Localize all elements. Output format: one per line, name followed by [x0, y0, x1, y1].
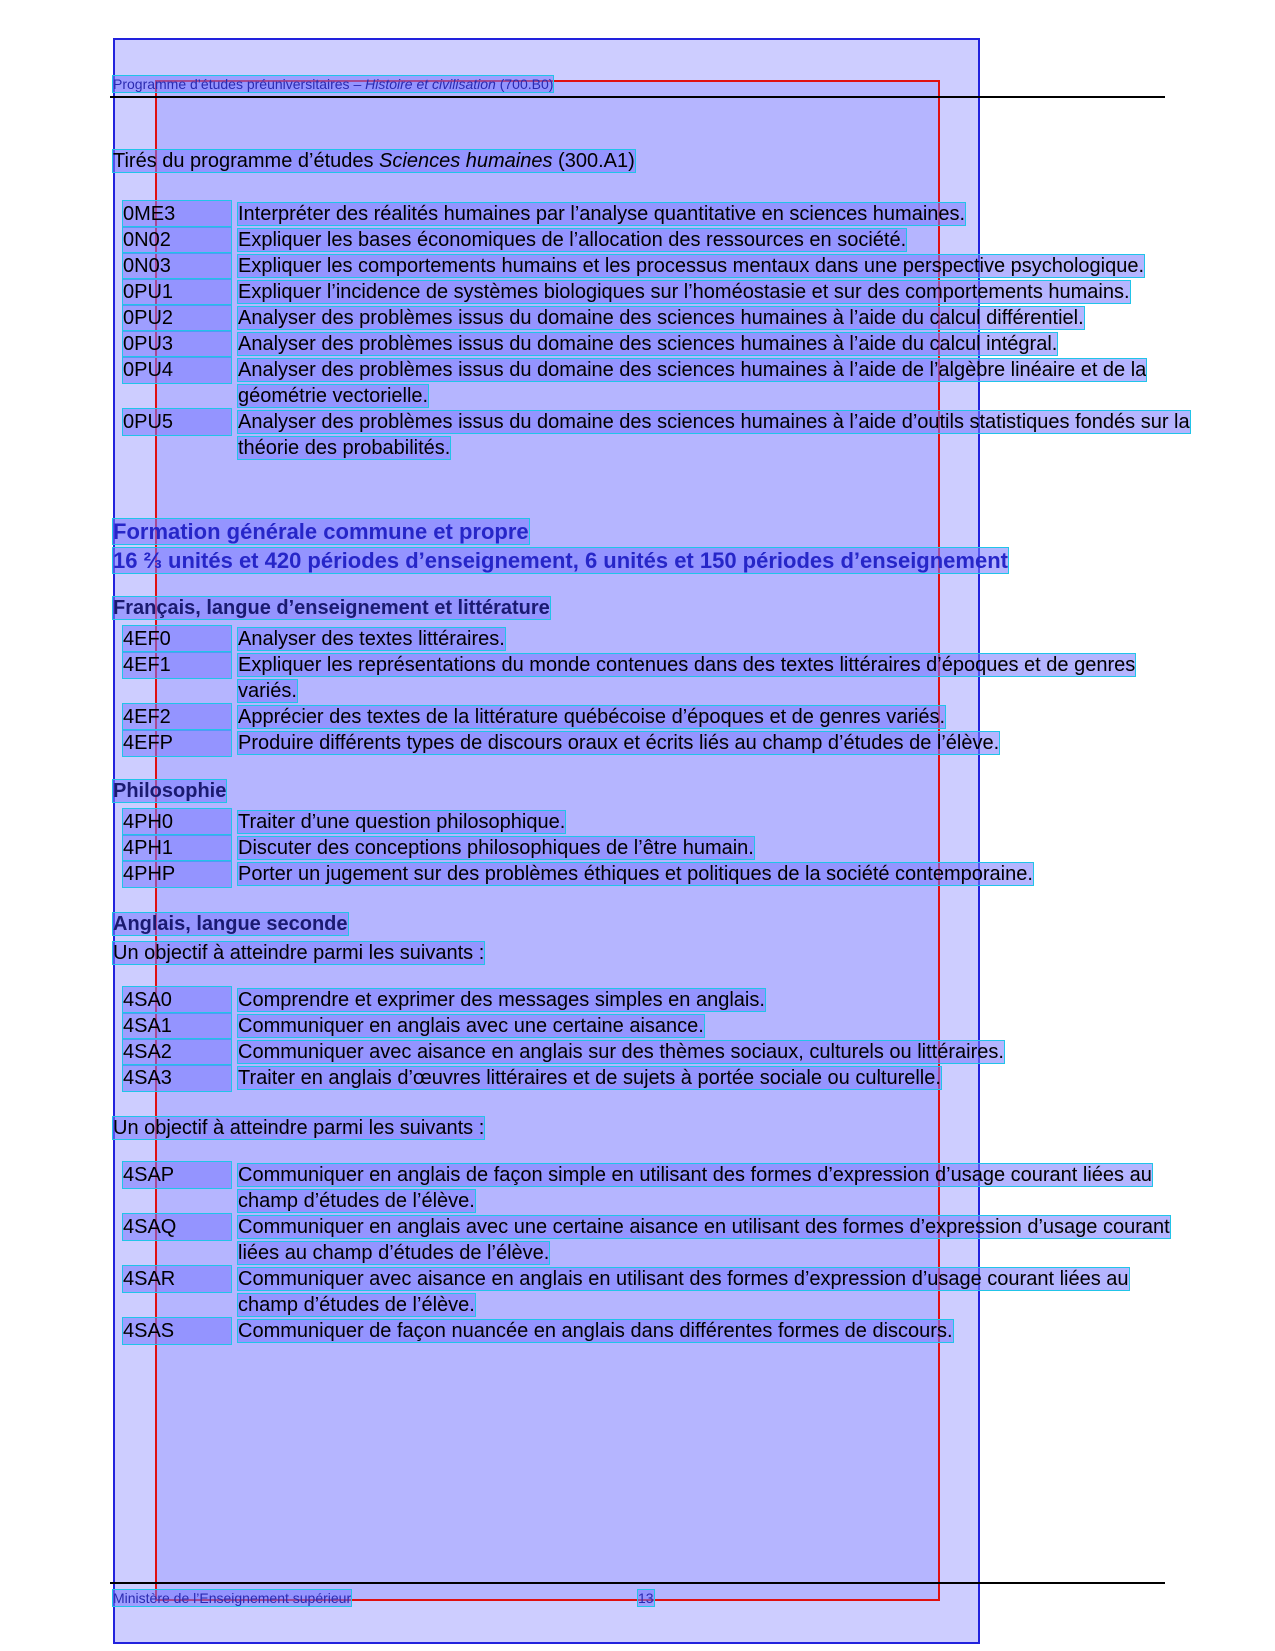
source-suffix: (300.A1) [552, 150, 635, 172]
objective-text: Analyser des textes littéraires. [238, 628, 505, 650]
objective-code: 4SAP [123, 1162, 231, 1188]
philosophie-heading-text: Philosophie [113, 780, 227, 802]
objective-row [113, 1013, 1004, 1039]
objective-code: 4EF2 [123, 704, 231, 730]
objective-code: 4SAR [123, 1266, 231, 1292]
objective-row [113, 357, 1193, 409]
objective-row [113, 279, 1193, 305]
objectives-table-philo [113, 809, 1033, 887]
objective-text: Communiquer avec aisance en anglais sur des thèmes sociaux, culturels ou littéraires. [238, 1041, 1004, 1063]
objective-text: Analyser des problèmes issus du domaine des sciences humaines à l’aide de l’algèbre linéaire et de la géométrie vectorielle. [238, 359, 1147, 407]
objective-text: Comprendre et exprimer des messages simples en anglais. [238, 989, 765, 1011]
objective-row [113, 861, 1033, 887]
footer-text: Ministère de l’Enseignement supérieur [113, 1590, 352, 1606]
objective-text: Expliquer les comportements humains et les processus mentaux dans une perspective psychologique. [238, 255, 1145, 277]
objective-text: Expliquer les représentations du monde contenues dans des textes littéraires d’époques et de genres variés. [238, 654, 1136, 702]
anglais-intro-2 [113, 1117, 1193, 1140]
objective-code: 4SA2 [123, 1039, 231, 1065]
page-content [113, 150, 1193, 1344]
objective-row [113, 1266, 1193, 1318]
objective-row [113, 1065, 1004, 1091]
objective-text: Analyser des problèmes issus du domaine des sciences humaines à l’aide d’outils statistiques fondés sur la théorie des probabilités. [238, 411, 1190, 459]
objective-code: 4EF1 [123, 652, 231, 678]
francais-heading [113, 597, 1193, 620]
objectives-table-sh [113, 201, 1193, 461]
objective-text: Discuter des conceptions philosophiques de l’être humain. [238, 837, 754, 859]
section-title-text: Formation générale commune et propre [113, 519, 529, 544]
objective-text: Expliquer l’incidence de systèmes biologiques sur l’homéostasie et sur des comportements humains. [238, 281, 1130, 303]
objective-code: 0N03 [123, 253, 231, 279]
objective-text: Porter un jugement sur des problèmes éthiques et politiques de la société contemporaine. [238, 863, 1033, 885]
objective-text: Traiter en anglais d’œuvres littéraires et de sujets à portée sociale ou culturelle. [238, 1067, 941, 1089]
objective-row [113, 987, 1004, 1013]
objective-code: 0N02 [123, 227, 231, 253]
objective-row [113, 1214, 1193, 1266]
objective-text: Analyser des problèmes issus du domaine des sciences humaines à l’aide du calcul différentiel. [238, 307, 1084, 329]
anglais-intro-2-text: Un objectif à atteindre parmi les suivants : [113, 1117, 485, 1139]
objective-row [113, 1162, 1193, 1214]
objective-code: 4SAS [123, 1318, 231, 1344]
section-title [113, 517, 1193, 546]
objective-code: 0ME3 [123, 201, 231, 227]
running-header-text: Programme d’études préuniversitaires – [113, 76, 366, 92]
objective-row [113, 409, 1193, 461]
objective-row [113, 626, 1193, 652]
running-header-italic: Histoire et civilisation [365, 76, 496, 92]
objective-row [113, 253, 1193, 279]
objective-row [113, 652, 1193, 704]
objective-text: Analyser des problèmes issus du domaine des sciences humaines à l’aide du calcul intégral. [238, 333, 1058, 355]
objective-code: 4SAQ [123, 1214, 231, 1240]
objective-text: Interpréter des réalités humaines par l’analyse quantitative en sciences humaines. [238, 203, 966, 225]
objective-code: 0PU2 [123, 305, 231, 331]
source-title [113, 150, 1193, 173]
objective-text: Traiter d’une question philosophique. [238, 811, 566, 833]
anglais-intro-1 [113, 942, 1193, 965]
footer-rule [110, 1582, 1165, 1584]
source-prefix: Tirés du programme d’études [113, 150, 380, 172]
objective-text: Communiquer de façon nuancée en anglais dans différentes formes de discours. [238, 1320, 953, 1342]
philosophie-heading [113, 780, 1193, 803]
objective-text: Communiquer en anglais avec une certaine aisance. [238, 1015, 704, 1037]
objective-row [113, 835, 1033, 861]
anglais-intro-1-text: Un objectif à atteindre parmi les suivants : [113, 942, 485, 964]
objective-code: 4PH0 [123, 809, 231, 835]
objective-text: Communiquer en anglais avec une certaine aisance en utilisant des formes d’expression d’usage courant liées au champ d’études de l’élève. [238, 1216, 1170, 1264]
objective-code: 4SA0 [123, 987, 231, 1013]
page-number: 13 [638, 1590, 654, 1606]
objective-code: 4EF0 [123, 626, 231, 652]
francais-heading-text: Français, langue d’enseignement et littérature [113, 597, 550, 619]
header-rule [110, 96, 1165, 98]
objective-code: 4EFP [123, 730, 231, 756]
objective-code: 4SA3 [123, 1065, 231, 1091]
objective-row [113, 201, 1193, 227]
objective-text: Apprécier des textes de la littérature québécoise d’époques et de genres variés. [238, 706, 946, 728]
objective-code: 4PH1 [123, 835, 231, 861]
objective-row [113, 227, 1193, 253]
objective-row [113, 305, 1193, 331]
objectives-table-anglais-2 [113, 1162, 1193, 1344]
source-italic: Sciences humaines [379, 150, 553, 172]
objective-row [113, 730, 1193, 756]
objective-code: 0PU3 [123, 331, 231, 357]
section-subtitle [113, 546, 1193, 575]
anglais-heading [113, 913, 1193, 936]
objectives-table-francais [113, 626, 1193, 756]
objective-row [113, 331, 1193, 357]
running-header [113, 76, 553, 92]
objective-code: 0PU1 [123, 279, 231, 305]
objective-row [113, 1318, 1193, 1344]
page-footer [113, 1590, 654, 1606]
objective-text: Produire différents types de discours oraux et écrits liés au champ d’études de l’élève. [238, 732, 1000, 754]
objective-code: 0PU4 [123, 357, 231, 383]
objectives-table-anglais-1 [113, 987, 1004, 1091]
section-subtitle-text: 16 ⅔ unités et 420 périodes d’enseignement, 6 unités et 150 périodes d’enseignement [113, 548, 1008, 573]
objective-code: 4SA1 [123, 1013, 231, 1039]
running-header-code: (700.B0) [495, 76, 554, 92]
objective-code: 4PHP [123, 861, 231, 887]
anglais-heading-text: Anglais, langue seconde [113, 913, 348, 935]
objective-row [113, 704, 1193, 730]
objective-text: Communiquer en anglais de façon simple en utilisant des formes d’expression d’usage courant liées au champ d’études de l’élève. [238, 1164, 1152, 1212]
objective-row [113, 1039, 1004, 1065]
objective-code: 0PU5 [123, 409, 231, 435]
objective-text: Expliquer les bases économiques de l’allocation des ressources en société. [238, 229, 907, 251]
objective-row [113, 809, 1033, 835]
objective-text: Communiquer avec aisance en anglais en utilisant des formes d’expression d’usage courant liées au champ d’études de l’élève. [238, 1268, 1129, 1316]
